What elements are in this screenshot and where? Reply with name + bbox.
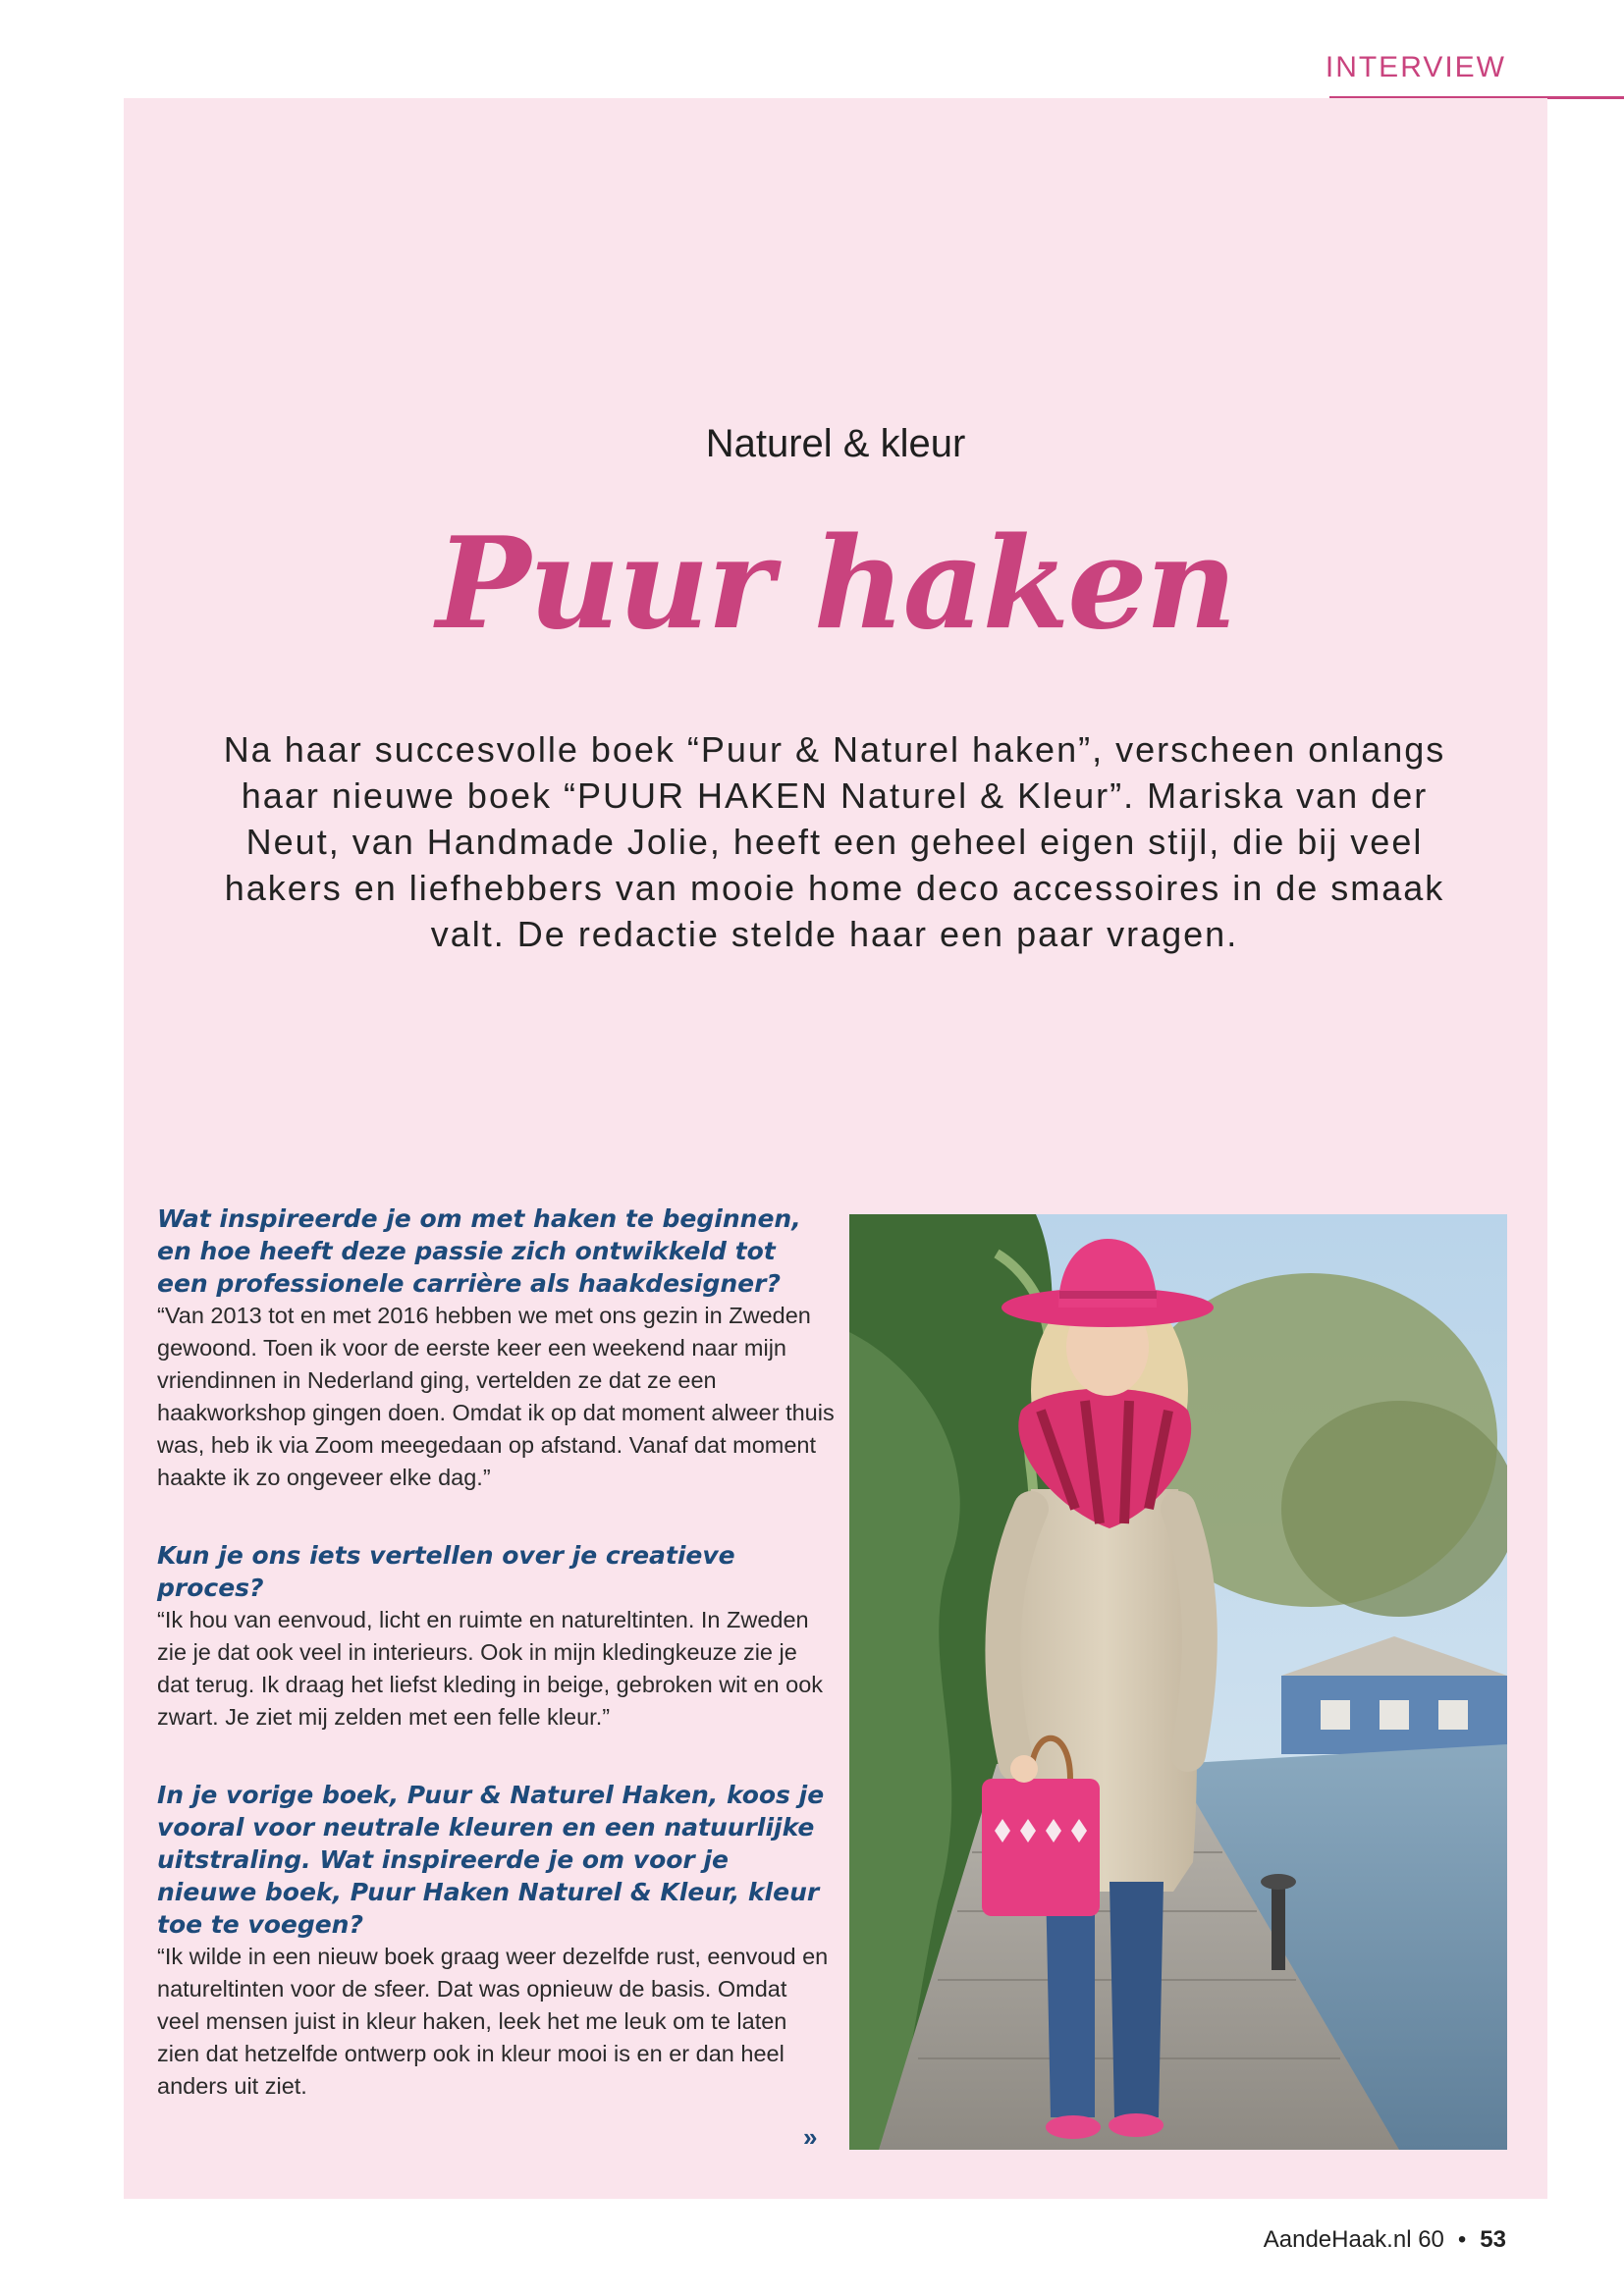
answer-text: “Ik hou van eenvoud, licht en ruimte en natureltinten. In Zweden zie je dat ook veel in interieurs. Ook in mijn kledingkeuze zie je dat terug. Ik draag het liefst kleding in beige, gebroken wit en ook zwart. Je ziet mij zelden met een felle kleur.” — [157, 1607, 824, 1730]
qa-column — [157, 1202, 835, 2148]
qa-block — [157, 1779, 835, 2103]
article-kicker: Naturel & kleur — [705, 422, 966, 465]
article-photo — [849, 1214, 1507, 2150]
question-text: Wat inspireerde je om met haken te beginnen, en hoe heeft deze passie zich ontwikkeld tot een professionele carrière als haakdesigner? — [157, 1204, 801, 1298]
qa-block — [157, 1539, 835, 1734]
article-title: Puur haken — [436, 510, 1235, 658]
footer-magazine: AandeHaak.nl 60 — [1263, 2226, 1444, 2253]
question-text: In je vorige boek, Puur & Naturel Haken, koos je vooral voor neutrale kleuren en een natuurlijke uitstraling. Wat inspireerde je om voor je nieuwe boek, Puur Haken Naturel & Kleur, kleur toe te voegen? — [157, 1781, 825, 1939]
photo-illustration — [849, 1214, 1507, 2150]
answer-text: “Ik wilde in een nieuw boek graag weer dezelfde rust, eenvoud en natureltinten voor de sfeer. Dat was opnieuw de basis. Omdat veel mensen juist in kleur haken, leek het me leuk om te laten zien dat hetzelfde ontwerp ook in kleur mooi is en er dan heel anders uit ziet. — [157, 1944, 829, 2099]
answer-text: “Van 2013 tot en met 2016 hebben we met ons gezin in Zweden gewoond. Toen ik voor de eerste keer een weekend naar mijn vriendinnen in Nederland ging, vertelden ze dat ze een haakworkshop gingen doen. Omdat ik op dat moment alweer thuis was, heb ik via Zoom meegedaan op afstand. Vanaf dat moment haakte ik zo ongeveer elke dag.” — [157, 1303, 835, 1490]
qa-block — [157, 1202, 835, 1494]
question-text: Kun je ons iets vertellen over je creatieve proces? — [157, 1541, 735, 1602]
continue-arrow-icon: » — [803, 2122, 818, 2152]
page-footer — [1264, 2226, 1506, 2254]
section-label: INTERVIEW — [1325, 51, 1506, 83]
footer-bullet: • — [1457, 2226, 1467, 2253]
article-intro: Na haar succesvolle boek “Puur & Naturel haken”, verscheen onlangs haar nieuwe boek “PUUR HAKEN Naturel & Kleur”. Mariska van der Neut, van Handmade Jolie, heeft een geheel eigen stijl, die bij veel hakers en liefhebbers van mooie home deco accessoires in de smaak valt. De redactie stelde haar een paar vragen. — [223, 729, 1446, 954]
page-number: 53 — [1480, 2226, 1506, 2253]
